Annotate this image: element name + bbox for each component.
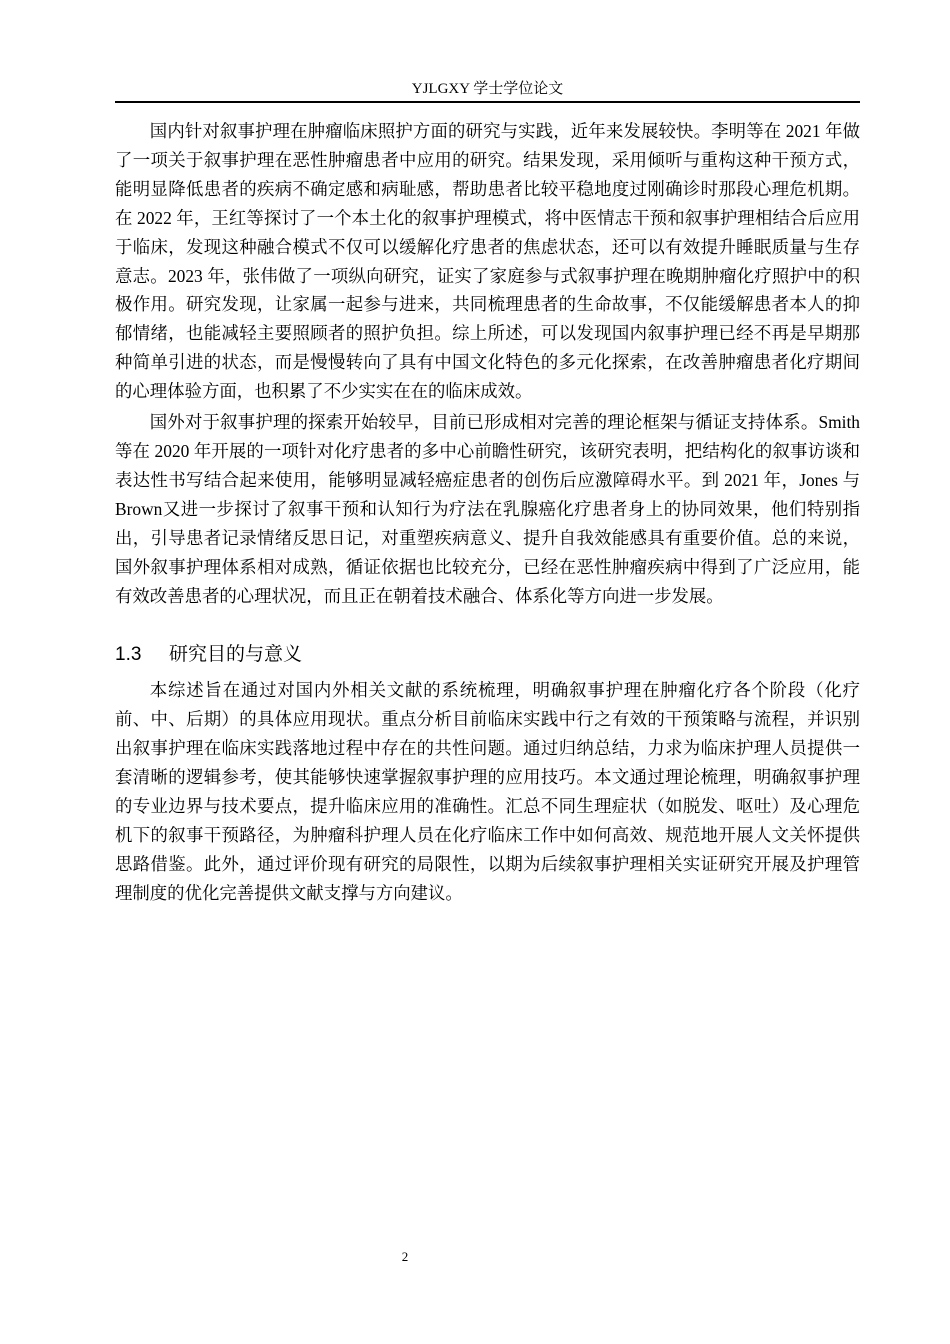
paragraph-research-purpose: 本综述旨在通过对国内外相关文献的系统梳理，明确叙事护理在肿瘤化疗各个阶段（化疗前、中、后期）的具体应用现状。重点分析目前临床实践中行之有效的干预策略与流程，并识别出叙事护理在临床实践落地过程中存在的共性问题。通过归纳总结，力求为临床护理人员提供一套清晰的逻辑参考，使其能够快速掌握叙事护理的应用技巧。本文通过理论梳理，明确叙事护理的专业边界与技术要点，提升临床应用的准确性。汇总不同生理症状（如脱发、呕吐）及心理危机下的叙事干预路径，为肿瘤科护理人员在化疗临床工作中如何高效、规范地开展人文关怀提供思路借鉴。此外，通过评价现有研究的局限性，以期为后续叙事护理相关实证研究开展及护理管理制度的优化完善提供文献支撑与方向建议。	[115, 680, 860, 903]
section-number: 1.3	[115, 644, 142, 666]
header-rule	[115, 101, 860, 103]
page-number: 2	[401, 1249, 409, 1264]
section-heading	[115, 640, 860, 670]
paragraph-domestic-research: 国内针对叙事护理在肿瘤临床照护方面的研究与实践，近年来发展较快。李明等在 2021 年做了一项关于叙事护理在恶性肿瘤患者中应用的研究。结果发现，采用倾听与重构这种干预方式，能明显降低患者的疾病不确定感和病耻感，帮助患者比较平稳地度过刚确诊时那段心理危机期。在 2022 年，王红等探讨了一个本土化的叙事护理模式，将中医情志干预和叙事护理相结合后应用于临床，发现这种融合模式不仅可以缓解化疗患者的焦虑状态，还可以有效提升睡眠质量与生存意志。2023 年，张伟做了一项纵向研究，证实了家庭参与式叙事护理在晚期肿瘤化疗照护中的积极作用。研究发现，让家属一起参与进来，共同梳理患者的生命故事，不仅能缓解患者本人的抑郁情绪，也能减轻主要照顾者的照护负担。综上所述，可以发现国内叙事护理已经不再是早期那种简单引进的状态，而是慢慢转向了具有中国文化特色的多元化探索，在改善肿瘤患者化疗期间的心理体验方面，也积累了不少实实在在的临床成效。	[115, 121, 860, 402]
body-text	[115, 117, 860, 908]
paragraph-foreign-research: 国外对于叙事护理的探索开始较早，目前已形成相对完善的理论框架与循证支持体系。Smith 等在 2020 年开展的一项针对化疗患者的多中心前瞻性研究，该研究表明，把结构化的叙事访谈和表达性书写结合起来使用，能够明显减轻癌症患者的创伤后应激障碍水平。到 2021 年，Jones 与 Brown又进一步探讨了叙事干预和认知行为疗法在乳腺癌化疗患者身上的协同效果，他们特别指出，引导患者记录情绪反思日记，对重塑疾病意义、提升自我效能感具有重要价值。总的来说，国外叙事护理体系相对成熟，循证依据也比较充分，已经在恶性肿瘤疾病中得到了广泛应用，能有效改善患者的心理状况，而且正在朝着技术融合、体系化等方向进一步发展。	[115, 412, 860, 606]
section-title: 研究目的与意义	[169, 644, 303, 666]
running-header: YJLGXY 学士学位论文	[411, 81, 564, 97]
